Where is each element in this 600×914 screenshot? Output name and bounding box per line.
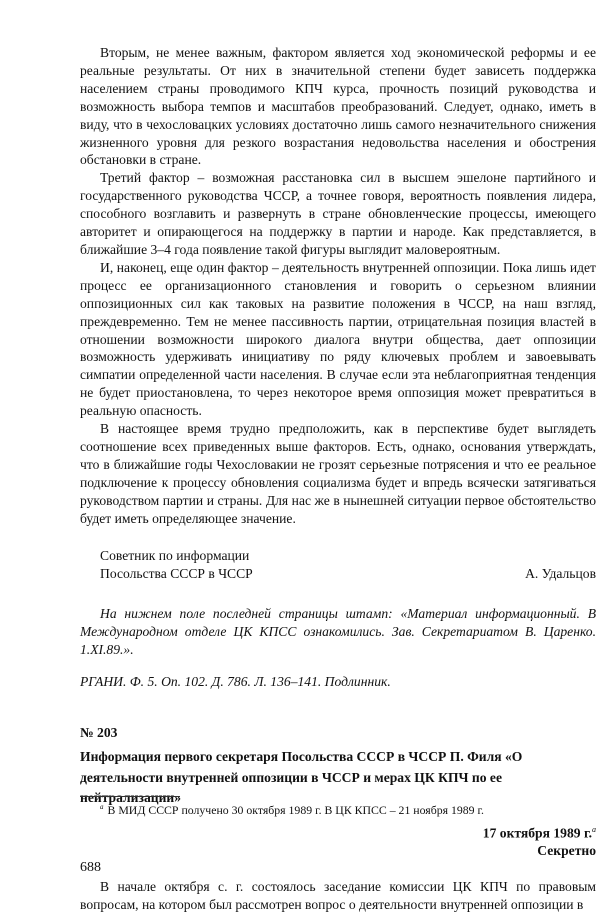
document-date: 17 октября 1989 г. (482, 825, 592, 841)
archive-reference: РГАНИ. Ф. 5. Оп. 102. Д. 786. Л. 136–141. Подлинник. (80, 674, 391, 690)
document-title: Информация первого секретаря Посольства СССР в ЧССР П. Филя «О деятельности внутренней оппозиции в ЧССР и мерах ЦК КПЧ по ее нейтрализации» (80, 749, 523, 806)
footnote-mark: а (100, 803, 104, 811)
page-number: 688 (80, 860, 101, 875)
date-footnote-mark: а (592, 824, 596, 834)
paragraph-4: В настоящее время трудно предположить, как в перспективе будет выглядеть соотношение всех приведенных выше факторов. Есть, однако, основания утверждать, что в ближайшие годы Чехословакии не грозят серьезные потрясения и что ее реальное подключение к процессу обновления социализма будет и впредь всячески затягиваться руководством партии и страны. Для нас же в нынешней ситуации первое обстоятельство будет иметь определяющее значение. (80, 421, 596, 526)
signature-block (80, 547, 596, 583)
signature-name: А. Удальцов (525, 566, 596, 582)
footnote-divider (80, 796, 180, 797)
stamp-note: На нижнем поле последней страницы штамп: «Материал информационный. В Международном отделе ЦК КПСС ознакомились. Зав. Секретариатом В. Царенко. 1.XI.89.». (80, 606, 596, 658)
paragraph-3: И, наконец, еще один фактор – деятельность внутренней оппозиции. Пока лишь идет процесс ее организационного становления и говорить о серьезном влиянии оппозиционных сил как таковых на развитие положения в ЧССР, на наш взгляд, преждевременно. Тем не менее пассивность партии, отрицательная позиция властей в отношении возможности широкого диалога внутри общества, дает оппозиции возможность удерживать инициативу по ряду ключевых проблем и завоевывать симпатии определенной части населения. В случае если эта неблагоприятная тенденция не будет приостановлена, то через некоторое время оппозиция может превратиться в реальную опасность. (80, 259, 596, 419)
signature-position: Советник по информации (100, 548, 250, 564)
document-body: В начале октября с. г. состоялось заседание комиссии ЦК КПЧ по правовым вопросам, на котором был рассмотрен вопрос о деятельности внутренней оппозиции в (80, 879, 596, 912)
paragraph-2: Третий фактор – возможная расстановка сил в высшем эшелоне партийного и государственного руководства ЧССР, а точнее говоря, вероятность появления лидера, способного возглавить и развернуть в стране обновленческие процессы, имеющего авторитет и опирающегося на поддержку в партии и народе. Как представляется, в ближайшие 3–4 года появление такой фигуры выглядит маловероятным. (80, 170, 596, 257)
footnote-text: В МИД СССР получено 30 октября 1989 г. В ЦК КПСС – 21 ноября 1989 г. (107, 802, 484, 817)
document-date-line (80, 821, 596, 843)
signature-organization: Посольства СССР в ЧССР (100, 566, 253, 582)
footnote (80, 800, 596, 817)
document-number: № 203 (80, 725, 118, 741)
document-page (80, 44, 596, 914)
classification-label: Секретно (537, 843, 596, 859)
paragraph-1: Вторым, не менее важным, фактором является ход экономической реформы и ее реальные результаты. От них в значительной степени будет зависеть поддержка населением страны проводимого КПЧ курса, прочность позиций руководства и возможность выбора темпов и масштабов преобразований. Следует, однако, иметь в виду, что в чехословацких условиях достаточно лишь самого незначительного снижения жизненного уровня для резкого возрастания недовольства населения и обострения обстановки в стране. (80, 45, 596, 168)
